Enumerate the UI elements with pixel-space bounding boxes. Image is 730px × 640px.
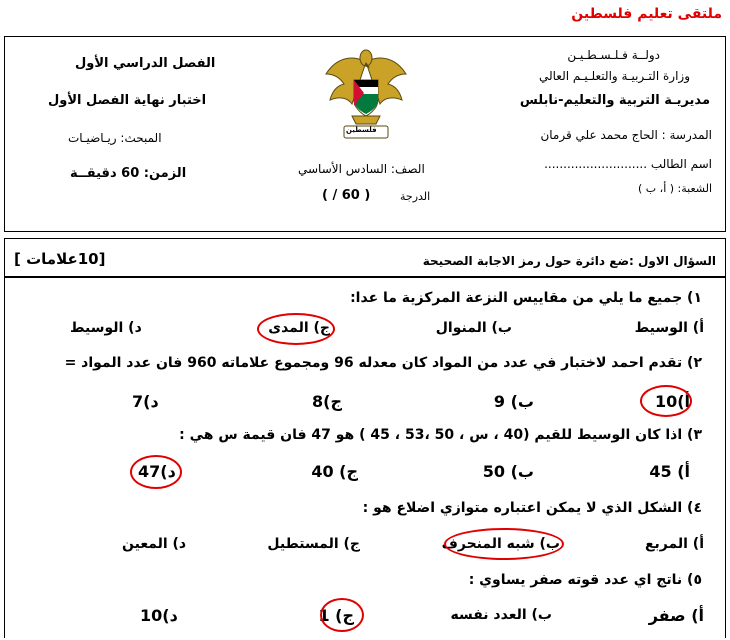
- q3-option-d: د)47: [138, 462, 176, 481]
- semester-label: الفصل الدراسي الأول: [75, 56, 216, 71]
- q3-option-c: ج) 40: [311, 462, 358, 481]
- section-field: الشعبة: ( أ، ب ): [638, 182, 712, 195]
- state-name: دولــة فـلـسـطـيـن: [567, 48, 660, 62]
- directorate-name: مديريـة التربية والتعليم-نابلس: [519, 93, 710, 108]
- q1-option-a: أ) الوسيط: [634, 320, 704, 336]
- question-3-text: ٣) اذا كان الوسيط للقيم (40 ، س ، 50 ،53 ، 45 ) هو 47 فان قيمة س هي :: [179, 427, 702, 443]
- q1-option-c: ج) المدى: [268, 320, 330, 336]
- q4-option-a: أ) المربع: [644, 536, 704, 552]
- emblem-caption: فلسطين: [346, 126, 377, 134]
- q5-option-d: د)10: [140, 606, 178, 625]
- q4-option-d: د) المعين: [122, 536, 187, 552]
- section-divider: [4, 276, 726, 278]
- exam-label: اختبار نهاية الفصل الأول: [48, 93, 207, 108]
- question-5-text: ٥) ناتج اي عدد قوته صفر يساوي :: [468, 572, 702, 588]
- q2-option-b: ب) 9: [493, 392, 534, 411]
- q5-option-a: أ) صفر: [648, 606, 704, 625]
- q3-answer-circle: [130, 455, 182, 489]
- q5-answer-circle: [320, 598, 364, 632]
- q2-option-a: أ)10: [654, 392, 690, 411]
- site-title: ملتقى تعليم فلسطين: [571, 6, 722, 22]
- q1-option-d: د) الوسيط: [70, 320, 142, 336]
- score-value: ( / 60 ): [322, 188, 371, 203]
- q5-option-c: ج) 1: [318, 606, 354, 625]
- question-1-text: ١) جميع ما يلي من مقاييس النزعة المركزية ما عدا:: [350, 290, 702, 306]
- subject-label: المبحث: ريـاضيـات: [68, 131, 162, 145]
- q1-answer-circle: [257, 313, 335, 345]
- school-name: المدرسة : الحاج محمد علي قرمان: [540, 128, 712, 142]
- q4-option-c: ج) المستطيل: [267, 536, 360, 552]
- q2-option-d: د)7: [132, 392, 159, 411]
- q4-option-b: ب) شبه المنحرف: [441, 536, 560, 552]
- q3-option-a: أ) 45: [649, 462, 690, 481]
- q2-answer-circle: [640, 385, 692, 417]
- q1-option-b: ب) المنوال: [435, 320, 512, 336]
- question-title: السؤال الاول :ضع دائرة حول رمز الاجابة الصحيحة: [422, 254, 716, 268]
- student-name-field: اسم الطالب ...........................: [544, 157, 712, 171]
- q4-answer-circle: [441, 528, 564, 560]
- time-label: الزمن: 60 دقيقــة: [70, 166, 187, 181]
- q2-option-c: ج)8: [312, 392, 342, 411]
- marks-label: [10علامات ]: [14, 250, 106, 268]
- score-label: الدرجة: [400, 190, 431, 203]
- question-4-text: ٤) الشكل الذي لا يمكن اعتباره متوازي اضلاع هو :: [362, 500, 702, 516]
- q3-option-b: ب) 50: [482, 462, 534, 481]
- q5-option-b: ب) العدد نفسه: [450, 607, 552, 623]
- question-2-text: ٢) تقدم احمد لاختبار في عدد من المواد كان معدله 96 ومجموع علاماته 960 فان عدد المواد =: [64, 355, 702, 371]
- grade-level: الصف: السادس الأساسي: [298, 162, 425, 176]
- ministry-name: وزارة التـربيـة والتعلـيـم العالي: [538, 69, 690, 83]
